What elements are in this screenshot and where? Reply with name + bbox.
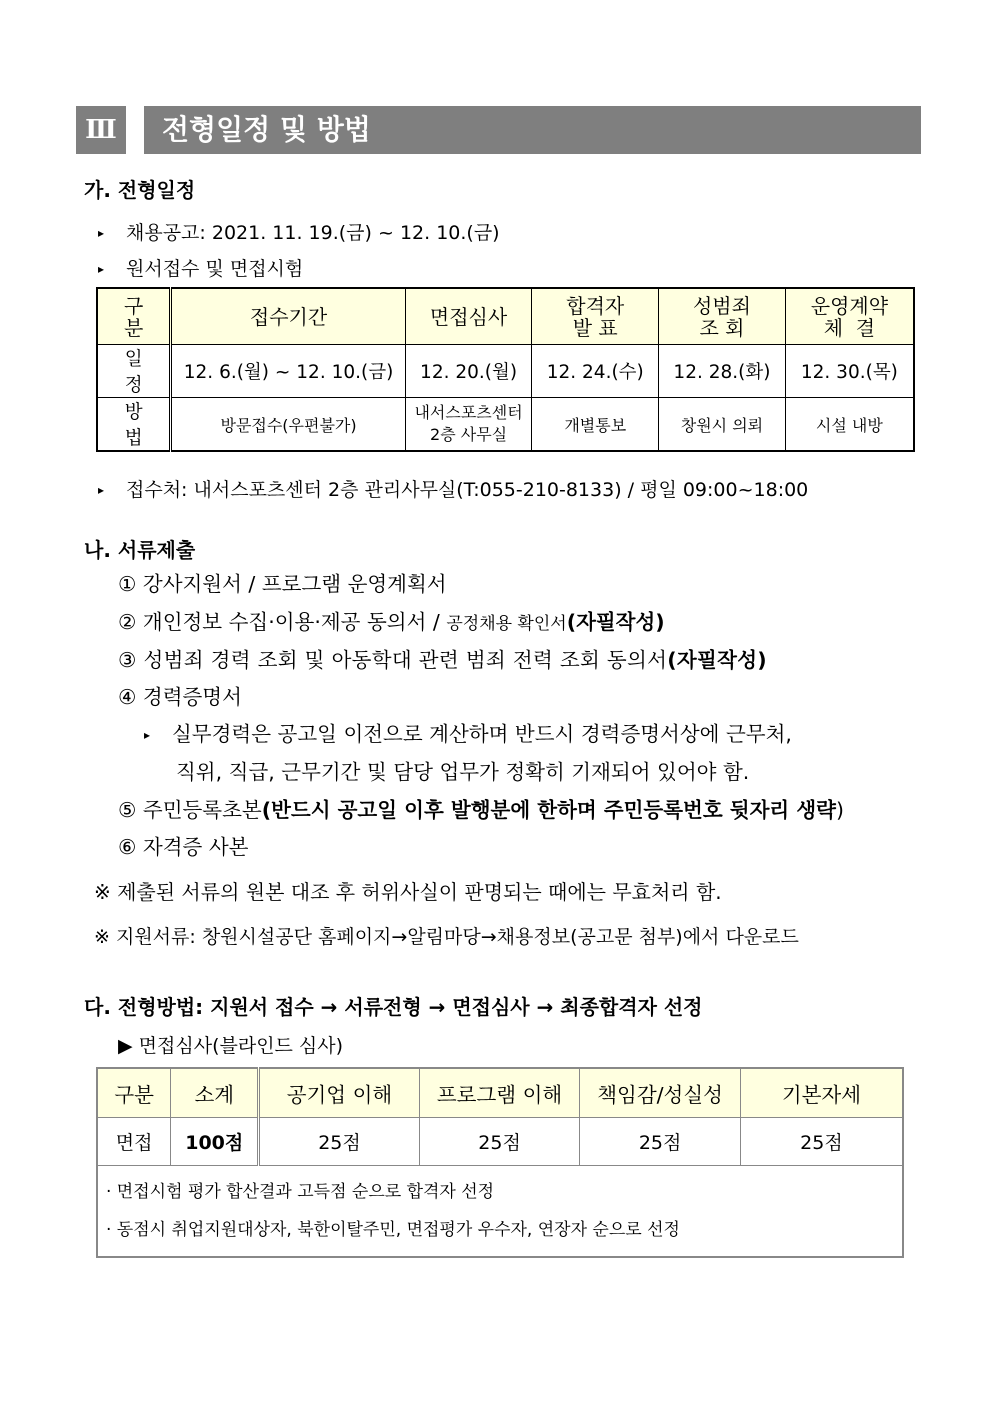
schedule-cell: 12. 6.(월) ~ 12. 10.(금) (171, 345, 405, 398)
doc-item-2-fair-hiring: 공정채용 확인서 (446, 614, 567, 634)
score-header-cell: 프로그램 이해 (419, 1068, 580, 1118)
doc-item-1: ① 강사지원서 / 프로그램 운영계획서 (118, 572, 447, 596)
score-cell: 25점 (259, 1118, 420, 1166)
schedule-header-row (97, 288, 914, 345)
section-number: Ⅲ (76, 106, 126, 154)
score-cell: 25점 (580, 1118, 741, 1166)
section-title: 전형일정 및 방법 (144, 106, 921, 154)
score-header-cell: 책임감/성실성 (580, 1068, 741, 1118)
schedule-row-dates (97, 345, 914, 398)
score-notes-row (97, 1166, 903, 1258)
schedule-cell: 12. 24.(수) (532, 345, 659, 398)
schedule-cell: 시설 내방 (785, 398, 914, 452)
score-row (97, 1118, 903, 1166)
doc-item-4: ④ 경력증명서 (118, 685, 242, 709)
schedule-table (96, 287, 915, 452)
na-heading: 나. 서류제출 (84, 538, 196, 562)
schedule-cell: 12. 28.(화) (659, 345, 786, 398)
doc-item-4-sub-text-2: 직위, 직급, 근무기간 및 담당 업무가 정확히 기재되어 있어야 함. (176, 760, 750, 784)
doc-item-5 (118, 793, 844, 823)
bullet-triangle-icon: ▸ (144, 728, 151, 742)
schedule-cell: 개별통보 (532, 398, 659, 452)
schedule-cell: 방 법 (97, 398, 171, 452)
schedule-header-cell: 구 분 (97, 288, 171, 345)
score-cell: 25점 (740, 1118, 903, 1166)
score-cell: 면접 (97, 1118, 171, 1166)
da-heading: 다. 전형방법: 지원서 접수 → 서류전형 → 면접심사 → 최종합격자 선정 (84, 995, 703, 1019)
doc-item-5-text: ⑤ 주민등록초본 (118, 798, 262, 822)
application-line (98, 254, 303, 281)
office-text: 접수처: 내서스포츠센터 2층 관리사무실(T:055-210-8133) / 평일 09:00~18:00 (126, 479, 809, 501)
doc-item-6: ⑥ 자격증 사본 (118, 835, 249, 859)
score-header-cell: 구분 (97, 1068, 171, 1118)
score-cell: 25점 (419, 1118, 580, 1166)
score-notes-cell (97, 1166, 903, 1258)
ga-heading: 가. 전형일정 (84, 178, 196, 202)
note-invalid: ※ 제출된 서류의 원본 대조 후 허위사실이 판명되는 때에는 무효처리 함. (94, 880, 722, 904)
schedule-cell: 12. 30.(목) (785, 345, 914, 398)
schedule-cell: 방문접수(우편불가) (171, 398, 405, 452)
score-note: · 동점시 취업지원대상자, 북한이탈주민, 면접평가 우수자, 연장자 순으로 선정 (106, 1220, 680, 1240)
schedule-cell: 12. 20.(월) (405, 345, 532, 398)
score-header-row (97, 1068, 903, 1118)
doc-item-4-sub-text-1: 실무경력은 공고일 이전으로 계산하며 반드시 경력증명서상에 근무처, (172, 722, 792, 746)
note-download: ※ 지원서류: 창원시설공단 홈페이지→알림마당→채용정보(공고문 첨부)에서 다운로드 (94, 926, 799, 948)
application-text: 원서접수 및 면접시험 (126, 258, 304, 280)
doc-item-2-handwritten: (자필작성) (566, 610, 665, 634)
schedule-cell: 내서스포츠센터 2층 사무실 (405, 398, 532, 452)
schedule-header-cell: 접수기간 (171, 288, 405, 345)
score-header-cell: 소계 (171, 1068, 259, 1118)
office-line (98, 475, 808, 502)
doc-item-4-sub (144, 717, 792, 747)
doc-item-2 (118, 605, 665, 635)
doc-item-5-bold: (반드시 공고일 이후 발행분에 한하며 주민등록번호 뒷자리 생략 (261, 798, 836, 822)
score-cell: 100점 (171, 1118, 259, 1166)
interview-line: ▶ 면접심사(블라인드 심사) (118, 1035, 344, 1057)
schedule-header-cell: 합격자 발 표 (532, 288, 659, 345)
schedule-cell: 일 정 (97, 345, 171, 398)
bullet-triangle-icon: ▸ (98, 483, 105, 497)
doc-item-3-handwritten: (자필작성) (667, 648, 767, 672)
schedule-cell: 창원시 의뢰 (659, 398, 786, 452)
doc-item-2-text: ② 개인정보 수집·이용·제공 동의서 / (118, 610, 447, 634)
bullet-triangle-icon: ▸ (98, 226, 105, 240)
score-table (96, 1067, 904, 1258)
schedule-row-method (97, 398, 914, 452)
schedule-header-cell: 운영계약 체 결 (785, 288, 914, 345)
recruit-notice-text: 채용공고: 2021. 11. 19.(금) ~ 12. 10.(금) (126, 222, 500, 244)
score-note: · 면접시험 평가 합산결과 고득점 순으로 합격자 선정 (106, 1182, 495, 1202)
doc-item-5-close: ) (835, 798, 844, 822)
doc-item-3-text: ③ 성범죄 경력 조회 및 아동학대 관련 범죄 전력 조회 동의서 (118, 648, 668, 672)
doc-item-3 (118, 643, 767, 673)
schedule-header-cell: 면접심사 (405, 288, 532, 345)
bullet-triangle-icon: ▸ (98, 262, 105, 276)
score-header-cell: 공기업 이해 (259, 1068, 420, 1118)
schedule-header-cell: 성범죄 조 회 (659, 288, 786, 345)
recruit-notice-line (98, 218, 500, 245)
score-header-cell: 기본자세 (740, 1068, 903, 1118)
